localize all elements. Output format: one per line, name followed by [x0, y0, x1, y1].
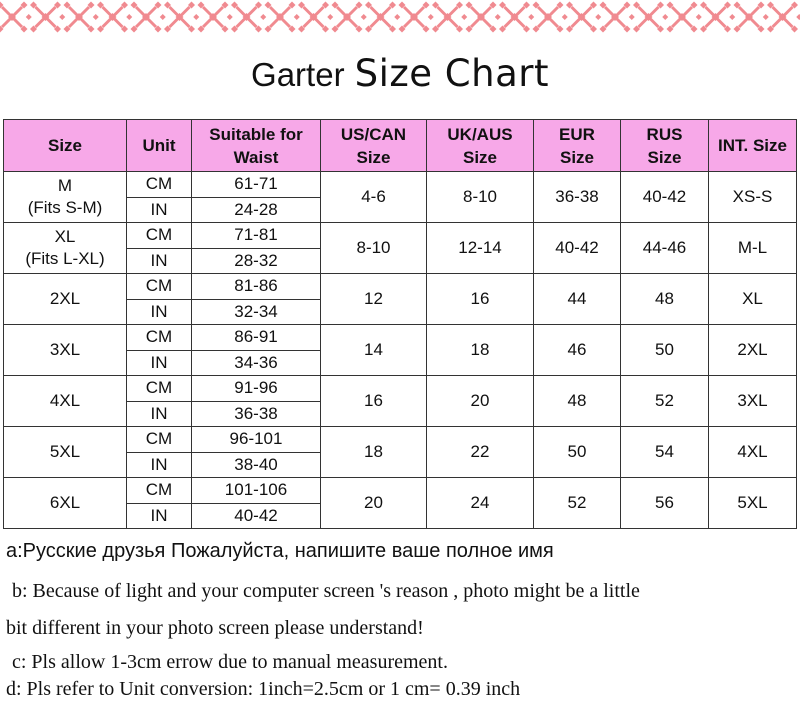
unit-in-cell: IN — [127, 401, 192, 427]
unit-cm-cell: CM — [127, 376, 192, 402]
diamond-dot-icon — [160, 14, 166, 20]
diamond-dot-icon — [629, 14, 635, 20]
diamond-dot-icon — [495, 14, 501, 20]
waist-cm-cell: 91-96 — [192, 376, 321, 402]
waist-in-cell: 40-42 — [192, 503, 321, 529]
note-a: a:Русские друзья Пожалуйста, напишите ваше полное имя — [6, 540, 554, 562]
snowflake-icon — [499, 2, 530, 33]
diamond-dot-icon — [59, 14, 65, 20]
snowflake-icon — [667, 2, 698, 33]
uk-aus-cell: 12-14 — [427, 223, 534, 274]
rus-cell: 50 — [621, 325, 709, 376]
header-us-can-label: US/CAN Size — [340, 124, 407, 167]
diamond-dot-icon — [93, 14, 99, 20]
unit-in-cell: IN — [127, 299, 192, 325]
rus-cell: 48 — [621, 274, 709, 325]
table-row — [4, 427, 797, 453]
uk-aus-cell: 8-10 — [427, 172, 534, 223]
header-uk-aus-label: UK/AUS Size — [447, 124, 513, 167]
header-rus-label: RUS Size — [646, 124, 683, 167]
uk-aus-cell: 18 — [427, 325, 534, 376]
table-row — [4, 478, 797, 504]
diamond-dot-icon — [361, 14, 367, 20]
diamond-dot-icon — [26, 14, 32, 20]
us-can-cell: 12 — [321, 274, 427, 325]
snowflake-icon — [767, 2, 798, 33]
size-cell — [4, 223, 127, 274]
waist-cm-cell: 81-86 — [192, 274, 321, 300]
rus-cell: 40-42 — [621, 172, 709, 223]
table-row — [4, 325, 797, 351]
size-label: 6XL — [49, 493, 81, 512]
snowflake-border-icon — [0, 0, 800, 34]
us-can-cell: 20 — [321, 478, 427, 529]
diamond-dot-icon — [662, 14, 668, 20]
header-eur-label: EUR Size — [559, 124, 595, 167]
snowflake-icon — [64, 2, 95, 33]
unit-in-cell: IN — [127, 248, 192, 274]
unit-in-cell: IN — [127, 350, 192, 376]
snowflake-icon — [265, 2, 296, 33]
waist-cm-cell: 86-91 — [192, 325, 321, 351]
int-cell: XL — [709, 274, 797, 325]
snowflake-icon — [164, 2, 195, 33]
eur-cell: 50 — [534, 427, 621, 478]
diamond-dot-icon — [294, 14, 300, 20]
int-cell: M-L — [709, 223, 797, 274]
eur-cell: 48 — [534, 376, 621, 427]
int-cell: 2XL — [709, 325, 797, 376]
int-cell: 5XL — [709, 478, 797, 529]
size-chart-table — [3, 119, 797, 529]
waist-cm-cell: 96-101 — [192, 427, 321, 453]
size-label: 5XL — [49, 442, 81, 461]
rus-cell: 44-46 — [621, 223, 709, 274]
header-waist — [192, 120, 321, 172]
rus-cell: 52 — [621, 376, 709, 427]
snowflake-icon — [700, 2, 731, 33]
header-size: Size — [4, 120, 127, 172]
snowflake-icon — [30, 2, 61, 33]
eur-cell: 36-38 — [534, 172, 621, 223]
table-row — [4, 223, 797, 249]
note-b-line1: b: Because of light and your computer screen 's reason , photo might be a little — [12, 580, 640, 602]
waist-in-cell: 36-38 — [192, 401, 321, 427]
diamond-dot-icon — [126, 14, 132, 20]
diamond-dot-icon — [193, 14, 199, 20]
diamond-dot-icon — [729, 14, 735, 20]
diamond-dot-icon — [461, 14, 467, 20]
unit-cm-cell: CM — [127, 274, 192, 300]
eur-cell: 46 — [534, 325, 621, 376]
snowflake-icon — [734, 2, 765, 33]
diamond-dot-icon — [763, 14, 769, 20]
header-eur — [534, 120, 621, 172]
size-label: 4XL — [49, 391, 81, 410]
eur-cell: 44 — [534, 274, 621, 325]
uk-aus-cell: 20 — [427, 376, 534, 427]
unit-in-cell: IN — [127, 503, 192, 529]
title-word-garter: Garter — [251, 56, 345, 93]
uk-aus-cell: 24 — [427, 478, 534, 529]
header-waist-label: Suitable for Waist — [209, 124, 303, 167]
snowflake-icon — [432, 2, 463, 33]
snowflake-icon — [0, 2, 28, 33]
size-label: XL — [54, 227, 76, 246]
rus-cell: 56 — [621, 478, 709, 529]
unit-cm-cell: CM — [127, 325, 192, 351]
diamond-dot-icon — [227, 14, 233, 20]
size-fit-note: (Fits L-XL) — [25, 249, 105, 268]
waist-in-cell: 38-40 — [192, 452, 321, 478]
snowflake-icon — [332, 2, 363, 33]
size-cell — [4, 427, 127, 478]
table-row — [4, 172, 797, 198]
header-unit: Unit — [127, 120, 192, 172]
diamond-dot-icon — [562, 14, 568, 20]
waist-in-cell: 32-34 — [192, 299, 321, 325]
header-int: INT. Size — [709, 120, 797, 172]
diamond-dot-icon — [796, 14, 800, 20]
size-cell — [4, 376, 127, 427]
unit-in-cell: IN — [127, 197, 192, 223]
us-can-cell: 4-6 — [321, 172, 427, 223]
size-label: 2XL — [49, 289, 81, 308]
decorative-border — [0, 0, 800, 34]
snowflake-icon — [97, 2, 128, 33]
diamond-dot-icon — [595, 14, 601, 20]
eur-cell: 40-42 — [534, 223, 621, 274]
page-title — [0, 52, 800, 97]
table-row — [4, 376, 797, 402]
size-cell — [4, 478, 127, 529]
snowflake-icon — [633, 2, 664, 33]
diamond-dot-icon — [327, 14, 333, 20]
waist-in-cell: 34-36 — [192, 350, 321, 376]
waist-cm-cell: 61-71 — [192, 172, 321, 198]
snowflake-icon — [231, 2, 262, 33]
note-d: d: Pls refer to Unit conversion: 1inch=2.5cm or 1 cm= 0.39 inch — [6, 678, 521, 700]
waist-in-cell: 24-28 — [192, 197, 321, 223]
waist-in-cell: 28-32 — [192, 248, 321, 274]
snowflake-icon — [533, 2, 564, 33]
int-cell: 3XL — [709, 376, 797, 427]
us-can-cell: 18 — [321, 427, 427, 478]
title-word-size-chart: Size Chart — [354, 52, 549, 95]
unit-cm-cell: CM — [127, 223, 192, 249]
snowflake-icon — [399, 2, 430, 33]
snowflake-icon — [298, 2, 329, 33]
waist-cm-cell: 101-106 — [192, 478, 321, 504]
unit-cm-cell: CM — [127, 427, 192, 453]
us-can-cell: 14 — [321, 325, 427, 376]
snowflake-icon — [600, 2, 631, 33]
table-header-row — [4, 120, 797, 172]
diamond-dot-icon — [528, 14, 534, 20]
waist-cm-cell: 71-81 — [192, 223, 321, 249]
size-cell — [4, 325, 127, 376]
header-rus — [621, 120, 709, 172]
size-fit-note: (Fits S-M) — [27, 198, 103, 217]
unit-cm-cell: CM — [127, 172, 192, 198]
us-can-cell: 8-10 — [321, 223, 427, 274]
table-row — [4, 274, 797, 300]
diamond-dot-icon — [428, 14, 434, 20]
snowflake-icon — [566, 2, 597, 33]
snowflake-icon — [365, 2, 396, 33]
note-c: c: Pls allow 1-3cm errow due to manual measurement. — [12, 651, 448, 673]
snowflake-icon — [466, 2, 497, 33]
diamond-dot-icon — [696, 14, 702, 20]
size-cell — [4, 274, 127, 325]
note-b-line2: bit different in your photo screen please understand! — [6, 617, 424, 639]
unit-cm-cell: CM — [127, 478, 192, 504]
rus-cell: 54 — [621, 427, 709, 478]
unit-in-cell: IN — [127, 452, 192, 478]
size-label: 3XL — [49, 340, 81, 359]
size-label: M — [57, 176, 73, 195]
header-us-can — [321, 120, 427, 172]
int-cell: 4XL — [709, 427, 797, 478]
us-can-cell: 16 — [321, 376, 427, 427]
header-uk-aus — [427, 120, 534, 172]
diamond-dot-icon — [260, 14, 266, 20]
diamond-dot-icon — [394, 14, 400, 20]
snowflake-icon — [198, 2, 229, 33]
size-cell — [4, 172, 127, 223]
int-cell: XS-S — [709, 172, 797, 223]
uk-aus-cell: 16 — [427, 274, 534, 325]
snowflake-icon — [131, 2, 162, 33]
uk-aus-cell: 22 — [427, 427, 534, 478]
eur-cell: 52 — [534, 478, 621, 529]
